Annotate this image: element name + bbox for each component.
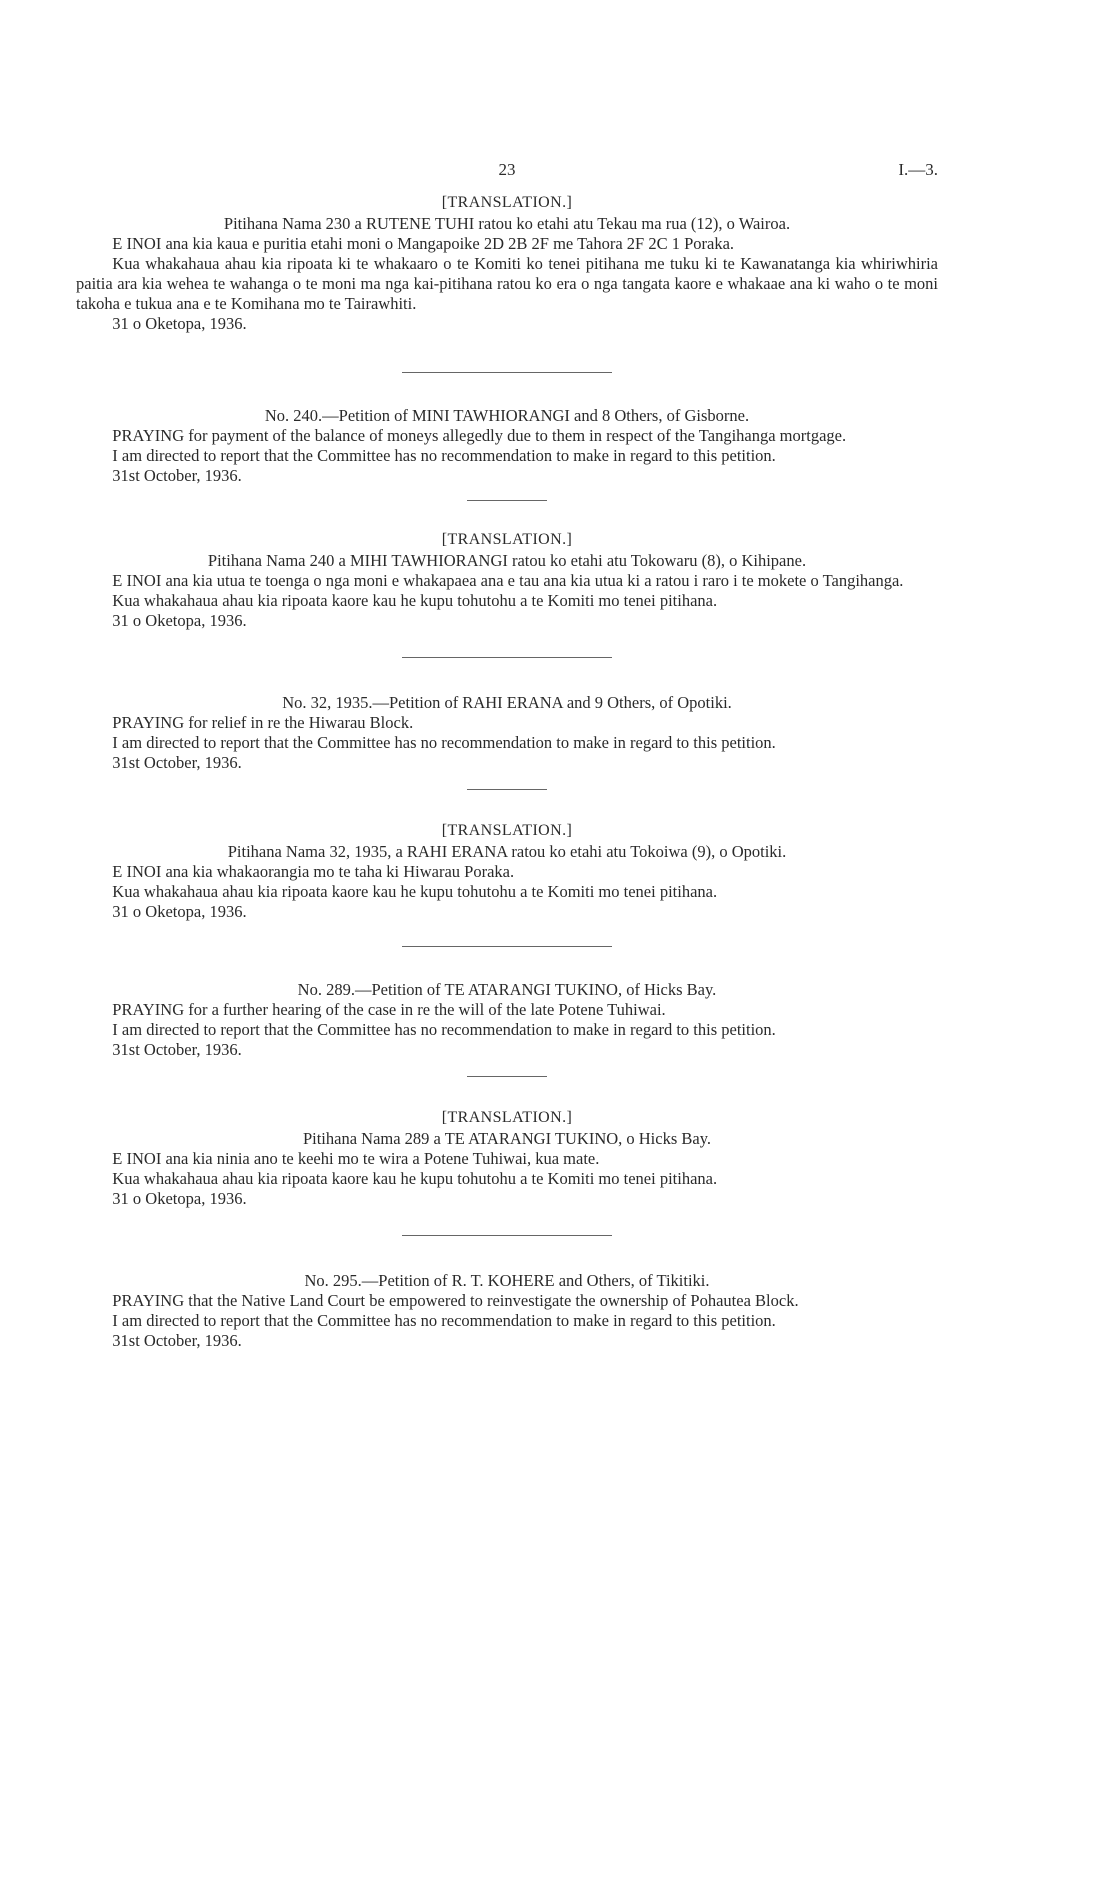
translation-32 xyxy=(76,820,938,922)
petition-date: 31st October, 1936. xyxy=(112,1040,242,1059)
petition-title: Pitihana Nama 230 a RUTENE TUHI ratou ko etahi atu Tekau ma rua (12), o Wairoa. xyxy=(223,214,791,233)
petition-report: Kua whakahaua ahau kia ripoata kaore kau he kupu tohutohu a te Komiti mo tenei pitihana. xyxy=(112,1169,718,1188)
paper-reference: I.—3. xyxy=(898,160,938,179)
petition-title: Pitihana Nama 289 a TE ATARANGI TUKINO, o Hicks Bay. xyxy=(302,1129,712,1148)
page-number: 23 xyxy=(498,160,516,179)
petition-295 xyxy=(76,1270,938,1351)
section-divider xyxy=(467,789,547,790)
document-page xyxy=(76,160,938,1351)
petition-32 xyxy=(76,692,938,773)
section-divider xyxy=(467,500,547,501)
petition-date: 31st October, 1936. xyxy=(112,753,242,772)
petition-date: 31 o Oketopa, 1936. xyxy=(112,314,247,333)
petition-prayer: PRAYING for relief in re the Hiwarau Block. xyxy=(112,713,414,732)
translation-240 xyxy=(76,529,938,631)
petition-date: 31 o Oketopa, 1936. xyxy=(112,611,247,630)
petition-report: I am directed to report that the Committee has no recommendation to make in regard to this petition. xyxy=(112,1020,776,1039)
petition-date: 31 o Oketopa, 1936. xyxy=(112,1189,247,1208)
translation-heading: [TRANSLATION.] xyxy=(441,194,573,211)
petition-report: I am directed to report that the Committee has no recommendation to make in regard to this petition. xyxy=(112,446,776,465)
petition-prayer: PRAYING that the Native Land Court be empowered to reinvestigate the ownership of Pohautea Block. xyxy=(112,1291,799,1310)
petition-report: Kua whakahaua ahau kia ripoata ki te whakaaro o te Komiti ko tenei pitihana me tuku ki te Kawanatanga kia whiriwhiria paitia ara kia wehea te wahanga o te moni ma nga kai-pitihana ratou ko era o nga tangata kaore e whakaae ana ki waho o te moni takoha e tukua ana e te Komihana mo te Tairawhiti. xyxy=(76,254,938,313)
translation-289 xyxy=(76,1107,938,1209)
page-header xyxy=(76,160,938,190)
petition-prayer: E INOI ana kia whakaorangia mo te taha ki Hiwarau Poraka. xyxy=(112,862,515,881)
section-divider xyxy=(402,657,612,658)
petition-date: 31 o Oketopa, 1936. xyxy=(112,902,247,921)
translation-heading: [TRANSLATION.] xyxy=(441,822,573,839)
petition-report: I am directed to report that the Committee has no recommendation to make in regard to this petition. xyxy=(112,733,776,752)
petition-title: No. 240.—Petition of MINI TAWHIORANGI and 8 Others, of Gisborne. xyxy=(264,406,750,425)
petition-prayer: PRAYING for payment of the balance of moneys allegedly due to them in respect of the Tangihanga mortgage. xyxy=(112,426,847,445)
petition-prayer: E INOI ana kia utua te toenga o nga moni e whakapaea ana e tau ana kia utua ki a ratou i raro i te mokete o Tangihanga. xyxy=(112,571,904,590)
section-divider xyxy=(402,946,612,947)
translation-heading: [TRANSLATION.] xyxy=(441,1109,573,1126)
petition-date: 31st October, 1936. xyxy=(112,466,242,485)
translation-230 xyxy=(76,192,938,334)
petition-title: Pitihana Nama 32, 1935, a RAHI ERANA ratou ko etahi atu Tokoiwa (9), o Opotiki. xyxy=(227,842,787,861)
petition-title: No. 295.—Petition of R. T. KOHERE and Others, of Tikitiki. xyxy=(304,1271,710,1290)
petition-289 xyxy=(76,979,938,1060)
petition-title: No. 32, 1935.—Petition of RAHI ERANA and 9 Others, of Opotiki. xyxy=(282,693,732,712)
section-divider xyxy=(402,372,612,373)
petition-report: I am directed to report that the Committee has no recommendation to make in regard to this petition. xyxy=(112,1311,776,1330)
petition-240 xyxy=(76,405,938,486)
section-divider xyxy=(467,1076,547,1077)
petition-title: Pitihana Nama 240 a MIHI TAWHIORANGI ratou ko etahi atu Tokowaru (8), o Kihipane. xyxy=(207,551,807,570)
petition-report: Kua whakahaua ahau kia ripoata kaore kau he kupu tohutohu a te Komiti mo tenei pitihana. xyxy=(112,591,718,610)
petition-prayer: E INOI ana kia kaua e puritia etahi moni o Mangapoike 2D 2B 2F me Tahora 2F 2C 1 Poraka. xyxy=(112,234,735,253)
petition-prayer: E INOI ana kia ninia ano te keehi mo te wira a Potene Tuhiwai, kua mate. xyxy=(112,1149,600,1168)
section-divider xyxy=(402,1235,612,1236)
translation-heading: [TRANSLATION.] xyxy=(441,531,573,548)
petition-title: No. 289.—Petition of TE ATARANGI TUKINO, of Hicks Bay. xyxy=(297,980,717,999)
petition-date: 31st October, 1936. xyxy=(112,1331,242,1350)
petition-report: Kua whakahaua ahau kia ripoata kaore kau he kupu tohutohu a te Komiti mo tenei pitihana. xyxy=(112,882,718,901)
petition-prayer: PRAYING for a further hearing of the case in re the will of the late Potene Tuhiwai. xyxy=(112,1000,666,1019)
